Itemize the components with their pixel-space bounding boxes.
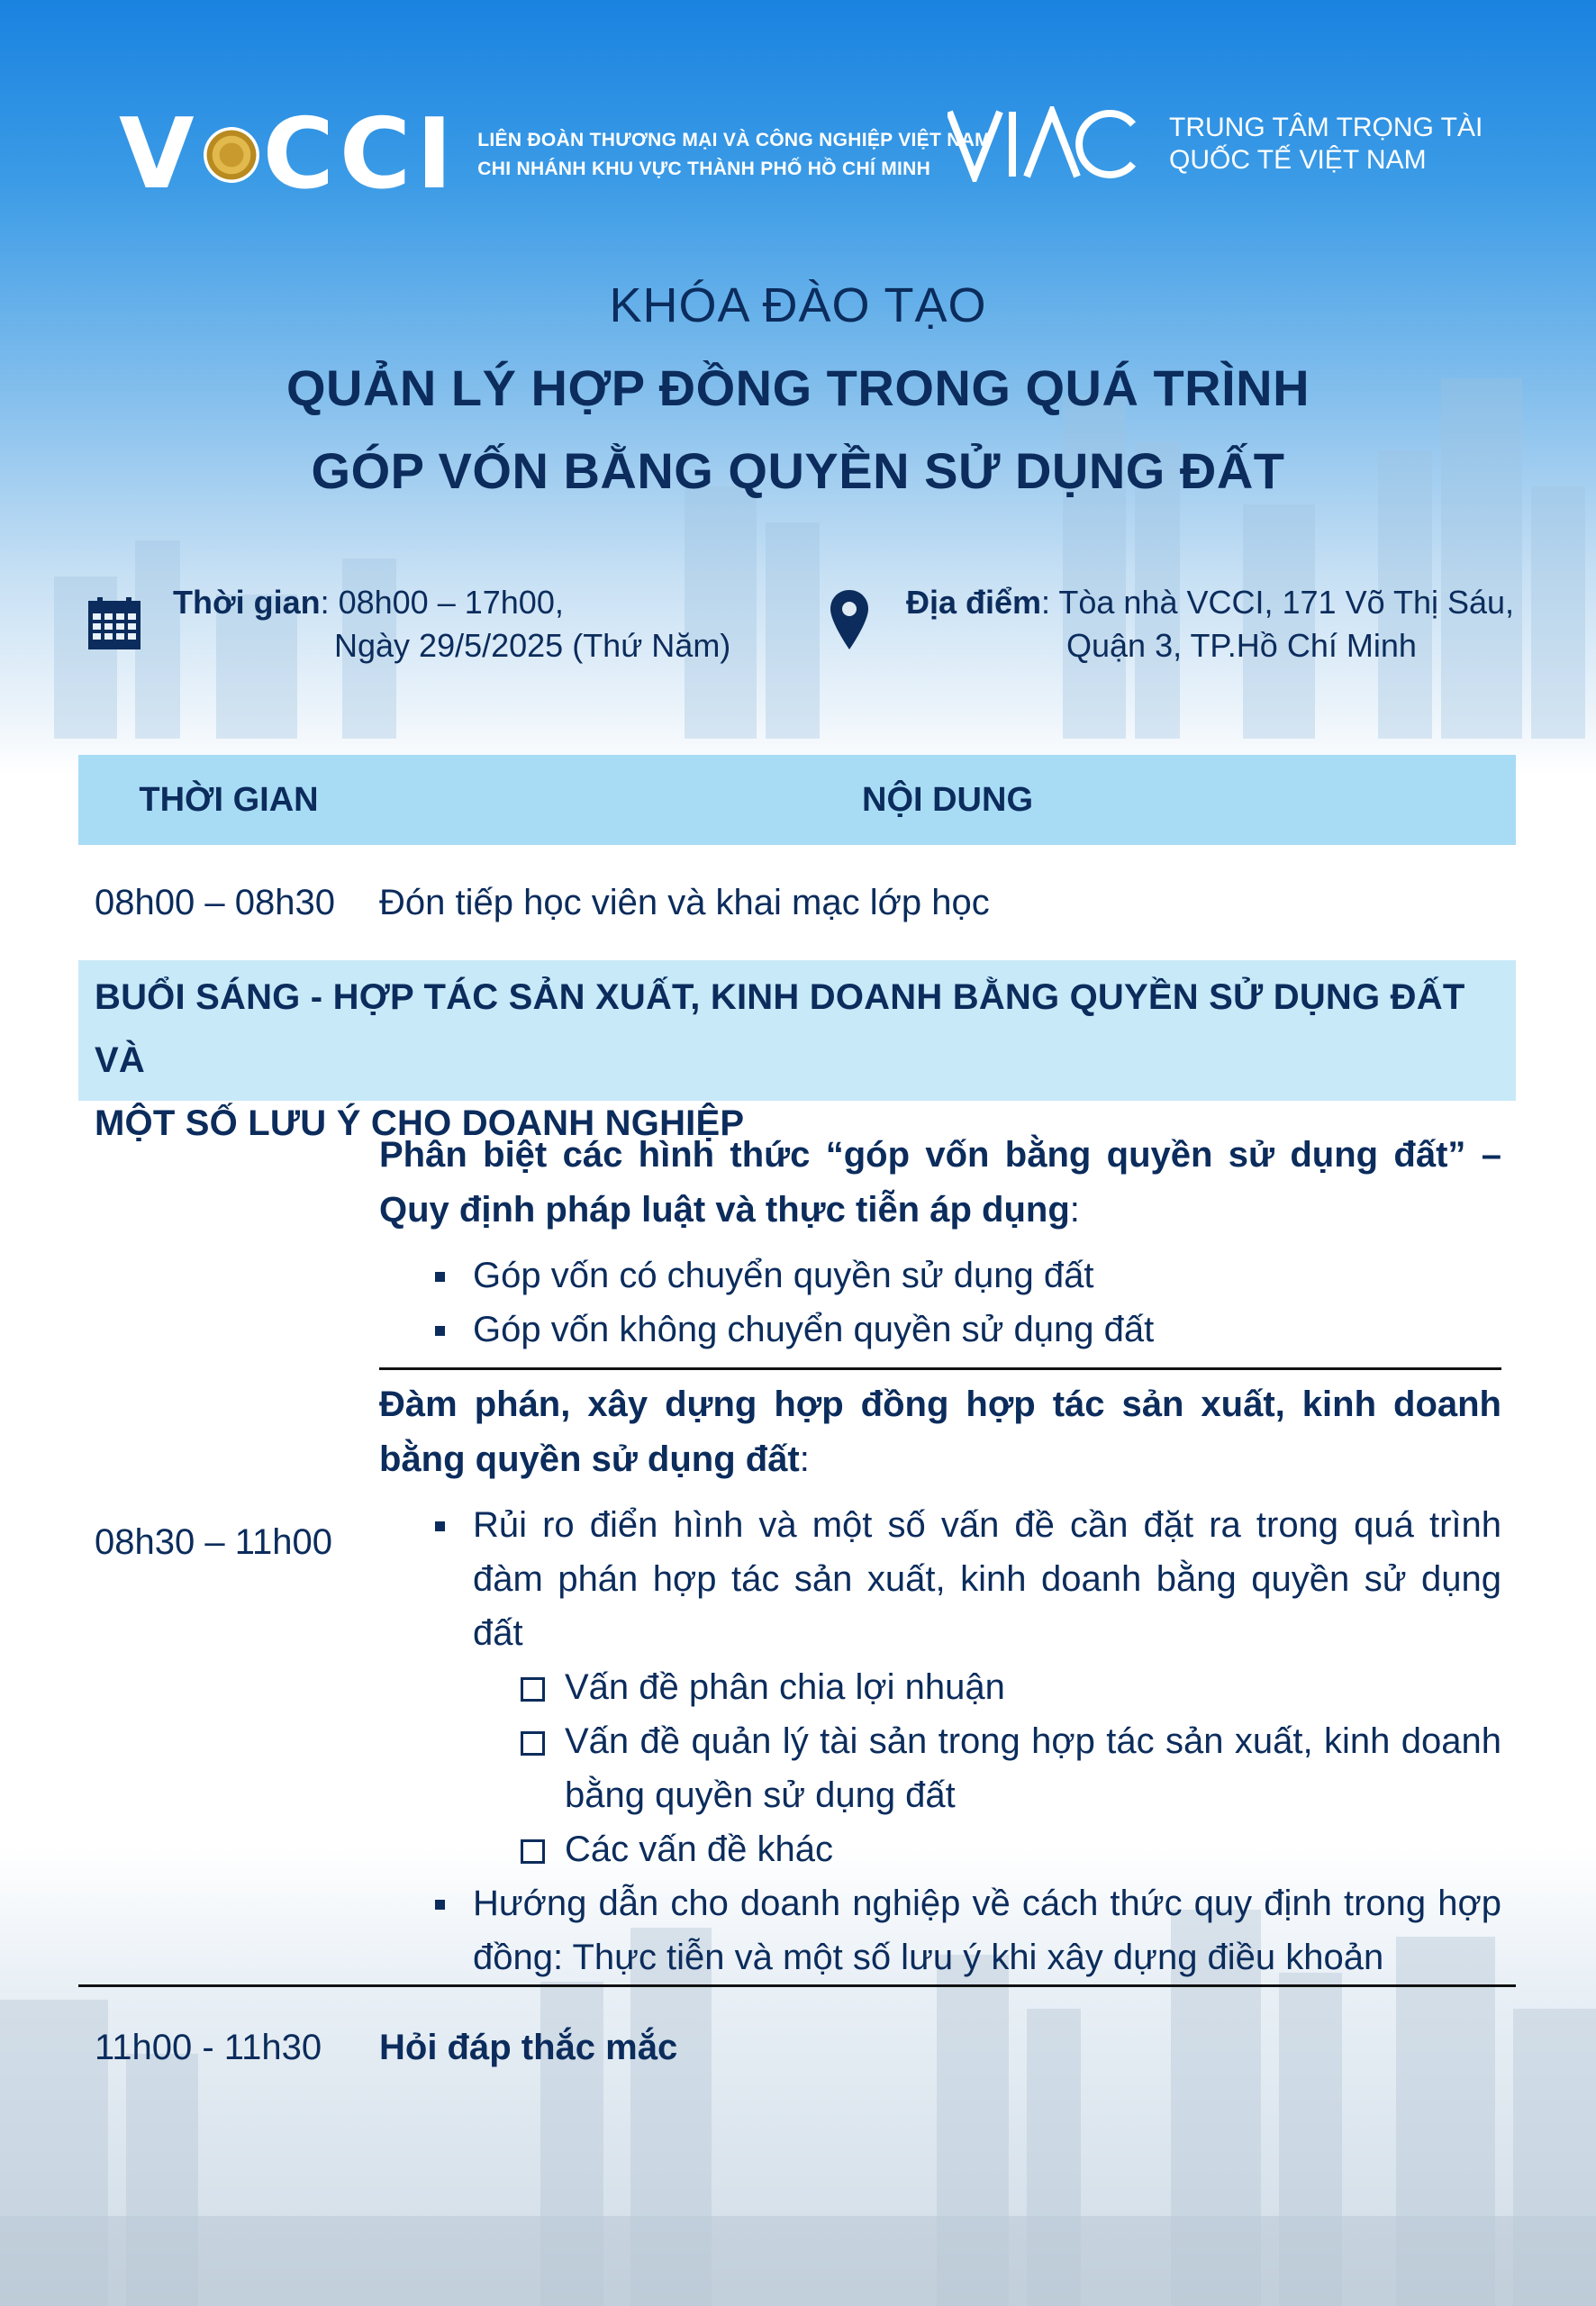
place-line2: Quận 3, TP.Hồ Chí Minh xyxy=(1066,627,1417,664)
time-label: Thời gian xyxy=(173,584,321,621)
list-item xyxy=(379,1660,1501,1714)
session-title-line2: MỘT SỐ LƯU Ý CHO DOANH NGHIỆP xyxy=(95,1103,745,1143)
course-kicker: KHÓA ĐÀO TẠO xyxy=(609,278,987,332)
course-title-line2: GÓP VỐN BẰNG QUYỀN SỬ DỤNG ĐẤT xyxy=(311,442,1285,499)
agenda-row-welcome xyxy=(78,845,1516,960)
viac-logo-icon xyxy=(948,106,1138,182)
topic2-check2: Vấn đề quản lý tài sản trong hợp tác sản xuất, kinh doanh bằng quyền sử dụng đất xyxy=(565,1721,1501,1815)
bullet-square-icon xyxy=(435,1326,445,1336)
list-item xyxy=(379,1822,1501,1876)
topic1-title-text: Phân biệt các hình thức “góp vốn bằng quyền sử dụng đất” – Quy định pháp luật và thực tiễn áp dụng xyxy=(379,1135,1501,1230)
row3-time: 11h00 - 11h30 xyxy=(95,2028,322,2067)
viac-org-name xyxy=(1169,112,1483,177)
bullet-square-icon xyxy=(435,1521,445,1531)
event-location xyxy=(830,581,1514,667)
topic1-colon: : xyxy=(1069,1190,1080,1230)
checkbox-square-icon xyxy=(521,1677,545,1702)
topic2-title-text: Đàm phán, xây dựng hợp đồng hợp tác sản xuất, kinh doanh bằng quyền sử dụng đất xyxy=(379,1385,1501,1479)
vcci-logo xyxy=(119,98,991,211)
topic2-colon: : xyxy=(799,1439,810,1479)
list-item xyxy=(379,1876,1501,1984)
checkbox-square-icon xyxy=(521,1731,545,1756)
topic1-bullet1: Góp vốn có chuyển quyền sử dụng đất xyxy=(473,1256,1094,1295)
time-value: : 08h00 – 17h00, xyxy=(320,584,564,621)
event-time xyxy=(88,581,730,667)
viac-org-line2: QUỐC TẾ VIỆT NAM xyxy=(1169,145,1427,175)
bullet-square-icon xyxy=(435,1272,445,1282)
place-label: Địa điểm xyxy=(906,584,1042,621)
course-title-line1: QUẢN LÝ HỢP ĐỒNG TRONG QUÁ TRÌNH xyxy=(286,359,1310,416)
vcci-wordmark: V CCI xyxy=(119,98,458,211)
vcci-org-name xyxy=(477,126,991,184)
topic2-title xyxy=(379,1377,1501,1487)
checkbox-square-icon xyxy=(521,1839,545,1864)
session-title-line1: BUỔI SÁNG - HỢP TÁC SẢN XUẤT, KINH DOANH BẰNG QUYỀN SỬ DỤNG ĐẤT VÀ xyxy=(95,977,1465,1080)
vcci-seal-icon xyxy=(204,127,259,183)
col-time-header: THỜI GIAN xyxy=(139,780,319,819)
topic2-bullet2: Hướng dẫn cho doanh nghiệp về cách thức quy định trong hợp đồng: Thực tiễn và một số lưu ý khi xây dựng điều khoản xyxy=(473,1884,1501,1977)
row1-content: Đón tiếp học viên và khai mạc lớp học xyxy=(379,882,990,922)
topic1 xyxy=(379,1101,1501,1367)
col-content-header: NỘI DUNG xyxy=(862,780,1033,819)
session-morning-title xyxy=(78,960,1516,1143)
topic2-check3: Các vấn đề khác xyxy=(565,1829,833,1869)
list-item xyxy=(379,1303,1501,1357)
agenda-row-morning xyxy=(78,1101,1516,1984)
topic2 xyxy=(379,1370,1501,1984)
bullet-square-icon xyxy=(435,1900,445,1910)
location-pin-icon xyxy=(830,590,868,649)
list-item xyxy=(379,1498,1501,1660)
agenda-row-qa xyxy=(78,1984,1516,2109)
topic2-check1: Vấn đề phân chia lợi nhuận xyxy=(565,1667,1005,1707)
list-item xyxy=(379,1714,1501,1822)
topic1-bullet2: Góp vốn không chuyển quyền sử dụng đất xyxy=(473,1310,1155,1349)
event-date: Ngày 29/5/2025 (Thứ Năm) xyxy=(334,627,731,664)
row3-content: Hỏi đáp thắc mắc xyxy=(379,2028,678,2067)
vcci-org-line2: CHI NHÁNH KHU VỰC THÀNH PHỐ HỒ CHÍ MINH xyxy=(477,159,931,179)
row2-time: 08h30 – 11h00 xyxy=(95,1522,332,1562)
row1-time: 08h00 – 08h30 xyxy=(95,882,335,922)
agenda-table xyxy=(78,755,1516,2109)
topic2-bullet1: Rủi ro điển hình và một số vấn đề cần đặt ra trong quá trình đàm phán hợp tác sản xuất, kinh doanh bằng quyền sử dụng đất xyxy=(473,1505,1501,1653)
place-value: : Tòa nhà VCCI, 171 Võ Thị Sáu, xyxy=(1041,584,1515,621)
topic1-title xyxy=(379,1128,1501,1238)
viac-logo xyxy=(948,106,1483,182)
vcci-org-line1: LIÊN ĐOÀN THƯƠNG MẠI VÀ CÔNG NGHIỆP VIỆT NAM xyxy=(477,130,991,150)
viac-org-line1: TRUNG TÂM TRỌNG TÀI xyxy=(1169,113,1483,142)
calendar-icon xyxy=(88,597,141,649)
list-item xyxy=(379,1248,1501,1303)
agenda-header xyxy=(78,755,1516,845)
